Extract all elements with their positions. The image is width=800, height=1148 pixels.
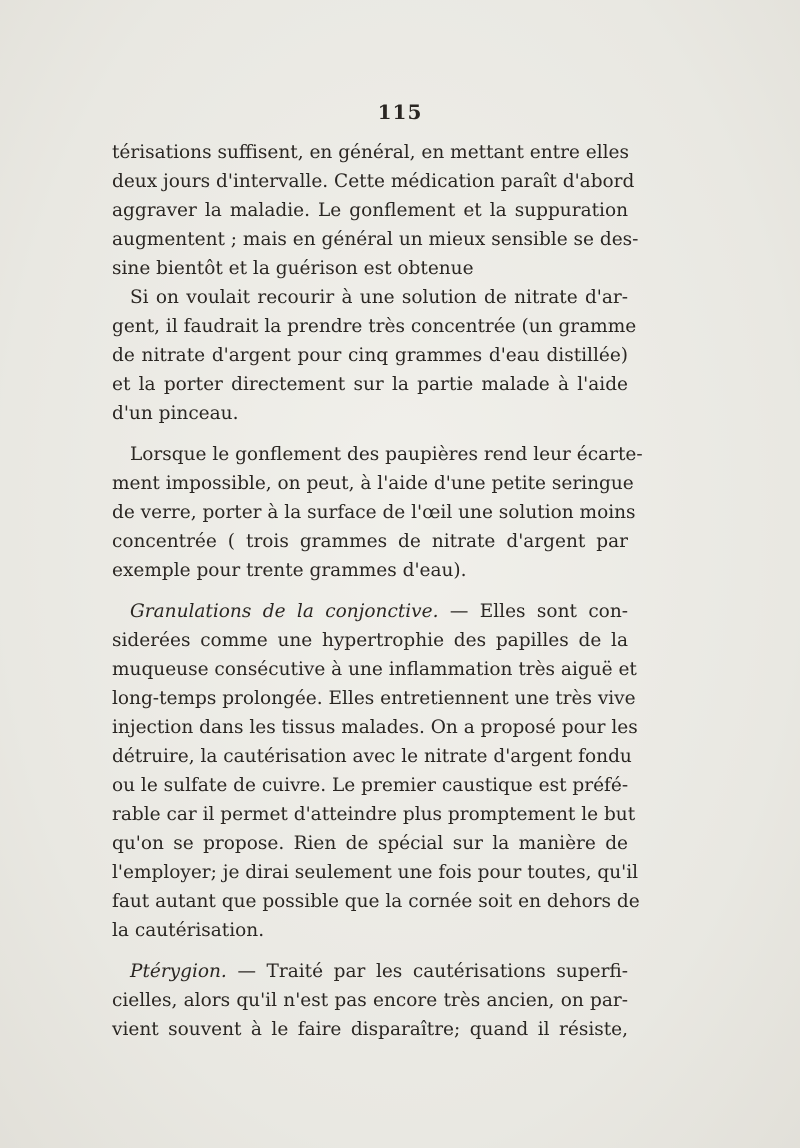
- text-line: l'employer; je dirai seulement une fois pour toutes, qu'il: [112, 862, 639, 883]
- text-line: faut autant que possible que la cornée soit en dehors de: [112, 891, 640, 912]
- page-number: 115: [377, 100, 423, 124]
- text-line: concentrée ( trois grammes de nitrate d'argent par: [112, 531, 628, 552]
- text-line: injection dans les tissus malades. On a proposé pour les: [112, 717, 638, 738]
- text-line: vient souvent à le faire disparaître; quand il résiste,: [112, 1019, 628, 1040]
- text-line: de verre, porter à la surface de l'œil une solution moins: [112, 502, 636, 523]
- text-line: de nitrate d'argent pour cinq grammes d'eau distillée): [112, 345, 628, 366]
- text-line: térisations suffisent, en général, en mettant entre elles: [112, 142, 629, 163]
- text-line: Granulations de la conjonctive. — Elles sont con-: [130, 601, 628, 622]
- text-line: aggraver la maladie. Le gonflement et la suppuration: [112, 200, 628, 221]
- text-line: et la porter directement sur la partie malade à l'aide: [112, 374, 628, 395]
- text-line: d'un pinceau.: [112, 403, 239, 424]
- text-line: siderées comme une hypertrophie des papilles de la: [112, 630, 628, 651]
- text-line: muqueuse consécutive à une inflammation très aiguë et: [112, 659, 637, 680]
- text-line: long-temps prolongée. Elles entretiennent une très vive: [112, 688, 636, 709]
- text-line: qu'on se propose. Rien de spécial sur la manière de: [112, 833, 628, 854]
- text-line: la cautérisation.: [112, 920, 265, 941]
- text-line: deux jours d'intervalle. Cette médication paraît d'abord: [112, 171, 635, 192]
- text-line: sine bientôt et la guérison est obtenue: [112, 258, 474, 279]
- text-line: cielles, alors qu'il n'est pas encore très ancien, on par-: [112, 990, 628, 1011]
- text-line: Si on voulait recourir à une solution de nitrate d'ar-: [130, 287, 628, 308]
- section-heading-granulations: Granulations de la conjonctive.: [130, 601, 439, 622]
- text-line: rable car il permet d'atteindre plus promptement le but: [112, 804, 636, 825]
- text-line: Ptérygion. — Traité par les cautérisations superfi-: [130, 961, 628, 982]
- text-line: ment impossible, on peut, à l'aide d'une petite seringue: [112, 473, 634, 494]
- body-text: [112, 138, 643, 1044]
- text-line: détruire, la cautérisation avec le nitrate d'argent fondu: [112, 746, 632, 767]
- section-heading-pterygion: Ptérygion.: [130, 961, 227, 982]
- text-line: ou le sulfate de cuivre. Le premier caustique est préfé-: [112, 775, 629, 796]
- text-line: exemple pour trente grammes d'eau).: [112, 560, 467, 581]
- text-line: Lorsque le gonflement des paupières rend leur écarte-: [130, 444, 643, 465]
- text-line: augmentent ; mais en général un mieux sensible se des-: [112, 229, 639, 250]
- text-line: gent, il faudrait la prendre très concentrée (un gramme: [112, 316, 637, 337]
